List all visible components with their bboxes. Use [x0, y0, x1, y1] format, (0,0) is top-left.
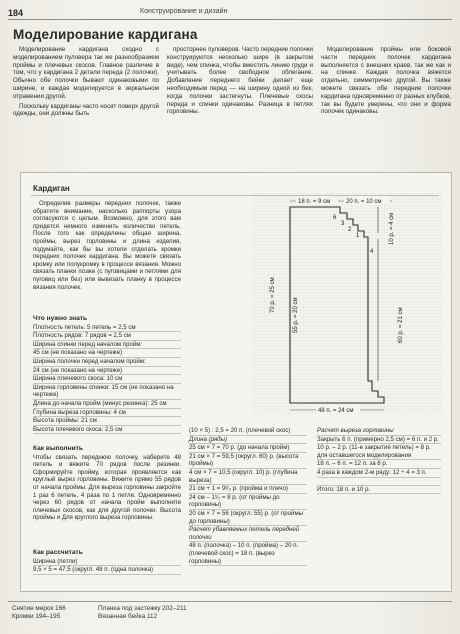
need-line: 45 см (не показано на чертеже)	[33, 349, 181, 358]
calc-line: Длина (ряды)	[189, 436, 307, 445]
need-title: Что нужно знать	[33, 315, 88, 322]
page-number: 184	[8, 8, 24, 18]
need-line: Плотность петель: 5 петель = 2,5 см	[33, 324, 181, 333]
dim-rows-55: 55 р. = 20 см	[293, 297, 299, 333]
dim-rows-60: 60 р. = 21 см	[398, 307, 404, 343]
intro-paragraph: Моделирование проймы или боковой части передних полочек кардигана выполняется с внешних краев, так же как и на спинке. Каждая полочка вяжется отдельно, симметрично другой. Вы также можете связать обе передние полочки кардигана одновременно от разных клубков, так вы будете уверены, что они и форма полочек одинаковы.	[321, 46, 451, 116]
calc-line: 4 раза в каждом 2-м ряду: 12 ÷ 4 = 3 п.	[317, 469, 441, 478]
calc-line: 24 см – 1¹⁄₂ = 8 р. (от проймы до горловины)	[189, 494, 307, 510]
do-text: Чтобы связать переднюю полочку, наберите 48 петель и вяжите 70 рядов после резинки. Сформируйте пройму, которая проявляется как круглый вырез горловины. Вяжите прямо 55 рядов от начала проймы. Для выреза горловины закройте 1 раз 6 петель, 4 раза по 1 петле. Одновременно через 60 рядов от начала пройм выполните плечевых скосов, как для другой полочки. Высота проймы и Для круглого выреза горловины.	[33, 453, 181, 522]
header-rule	[8, 19, 452, 20]
calc-section	[33, 545, 181, 575]
calc-line: 48 п. (полочка) – 10 п. (пройма) – 20 п. (плечевой скос) = 18 п. (вырез горловины)	[189, 542, 307, 566]
do-title: Как выполнить	[33, 445, 83, 452]
need-line: Длина до начала пройм (минус резинка): 25 см	[33, 400, 181, 409]
cardigan-pattern-diagram	[252, 193, 442, 415]
intro-column-1	[13, 46, 159, 120]
step-2: 2	[348, 227, 352, 233]
footer-ref: Вязанная бейка 112	[98, 613, 158, 620]
do-section	[33, 441, 181, 522]
calc-line: 10 р. – 2 р. (11-е закрытие петель) = 8 р. для оставшегося моделирования	[317, 444, 441, 460]
need-line: Плотность рядов: 7 рядов = 2,5 см	[33, 332, 181, 341]
box-intro-text: Определив размеры передних полочек, также обратите внимание, насколько раппорты узора согласуются с целым. Возможно, для этого вам придется немного изменить количество петель. После того как определены общая ширина, проймы, вырез горловины и длина изделия, подумайте, как бы вы хотели отделать кромки передних полочек кардигана. Вы можете связать кромку или полукромку в процессе вязания. Можно связать планки позже (с пуговицами и петлями для пуговиц или без) или вывязать планку в процессе вязания полочек.	[33, 200, 181, 291]
need-line: Глубина выреза горловины: 4 см	[33, 409, 181, 418]
intro-column-2	[167, 46, 313, 118]
dim-4: 4	[370, 249, 374, 255]
dim-rows-10: 10 р. = 4 см	[389, 212, 395, 245]
footer-rule	[8, 601, 452, 602]
graph-paper	[252, 193, 442, 415]
dim-top-18: 18 п. = 9 см	[298, 199, 331, 205]
calc-line: 4 см × 7 = 10,5 (округл. 10) р. (глубина выреза)	[189, 469, 307, 485]
calc-line: Итого: 18 п. и 10 р.	[317, 486, 441, 495]
intro-paragraph: просторнее пуловеров. Часто передние полочки конструируются несколько шире (в закрытом виде), чем спинка, чтобы вместить линию груди и учитывать более свободное облегание. Добавление переднего бейки делает еще необходимым перед — на ширину одной из бек, когда полочки застегнуты. Плечевые скосы переда и спинки одинаковы. Разница в петлях горловины.	[167, 46, 313, 116]
need-line: Ширина горловины спинки: 15 см (не показано на чертеже)	[33, 384, 181, 400]
calc-line: 21 см × 7 = 59,5 (округл. 60) р. (высота проймы)	[189, 453, 307, 469]
intro-paragraph: Поскольку кардиганы часто носят поверх другой одежды, они должны быть	[13, 102, 159, 118]
calc-line: 20 см × 7 = 56 (округл. 55) р. (от проймы до горловины)	[189, 510, 307, 526]
calc-line: Расчет выреза горловины	[317, 427, 441, 436]
box-title: Кардиган	[33, 184, 70, 193]
intro-column-3	[321, 46, 451, 118]
need-line: Ширина спинки перед началом пройм:	[33, 341, 181, 350]
need-line: Высота плечевого скоса: 2,5 см	[33, 426, 181, 435]
need-line: Ширина плечевого скоса: 10 см	[33, 375, 181, 384]
box-intro	[33, 200, 181, 291]
footer-left	[12, 605, 66, 621]
need-section	[33, 311, 181, 434]
step-6: 6	[333, 215, 337, 221]
dim-top-20: 20 п. = 10 см	[346, 199, 382, 205]
right-calc-column	[317, 427, 441, 494]
intro-paragraph: Моделирование кардигана сходно с моделированием пуловера так же разнообразием проймы и плечевых скосов. Главное различие в том, что у кардигана 2 детали переда (2 полочки). Обычно обе полочки бывают одинаковыми по ширине, и каждая моделируется в зеркальном отражении другой.	[13, 46, 159, 100]
calc-line: 21 см + 1 = 9²⁄₃ р. (пройма и плечо)	[189, 485, 307, 494]
calc-line: 9,5 × 5 = 47,5 (округл. 48 п. (одна полочка)	[33, 566, 181, 575]
dim-bottom: 48 п. = 24 см	[318, 408, 354, 414]
calc-line: Закрыть 6 п. (примерно 2,5 см) = 6 п. и 2 р.	[317, 436, 441, 445]
footer-ref: Снятие мерок 166	[12, 605, 66, 612]
calc-line: 25 см × 7 = 70 р. (до начала пройм)	[189, 444, 307, 453]
need-line: 24 см (не показано на чертеже)	[33, 367, 181, 376]
calc-line: Ширина (петли)	[33, 558, 181, 567]
middle-calc-column	[189, 427, 307, 566]
calc-line: Расчет убавляемых петель передней полочки	[189, 526, 307, 542]
step-3: 3	[341, 221, 345, 227]
footer-ref: Кромки 194–195	[12, 613, 61, 620]
page-title: Моделирование кардигана	[13, 27, 198, 42]
need-line: Ширина полочки перед началом пройм:	[33, 358, 181, 367]
calc-title: Как рассчитать	[33, 549, 83, 556]
calc-line: 18 п. – 6 п. = 12 п. за 8 р.	[317, 460, 441, 469]
dim-rows-70: 70 р. = 25 см	[270, 277, 276, 313]
calc-line: (10 × 5) : 2,5 = 20 п. (плечевой скос)	[189, 427, 307, 436]
step-1: 1	[356, 233, 360, 239]
calc-line	[317, 478, 441, 486]
running-header: Конструирование и дизайн	[140, 8, 228, 15]
footer-ref: Планка под застежку 202–211	[98, 605, 187, 612]
need-line: Высота проймы: 21 см	[33, 417, 181, 426]
footer-right	[98, 605, 187, 621]
